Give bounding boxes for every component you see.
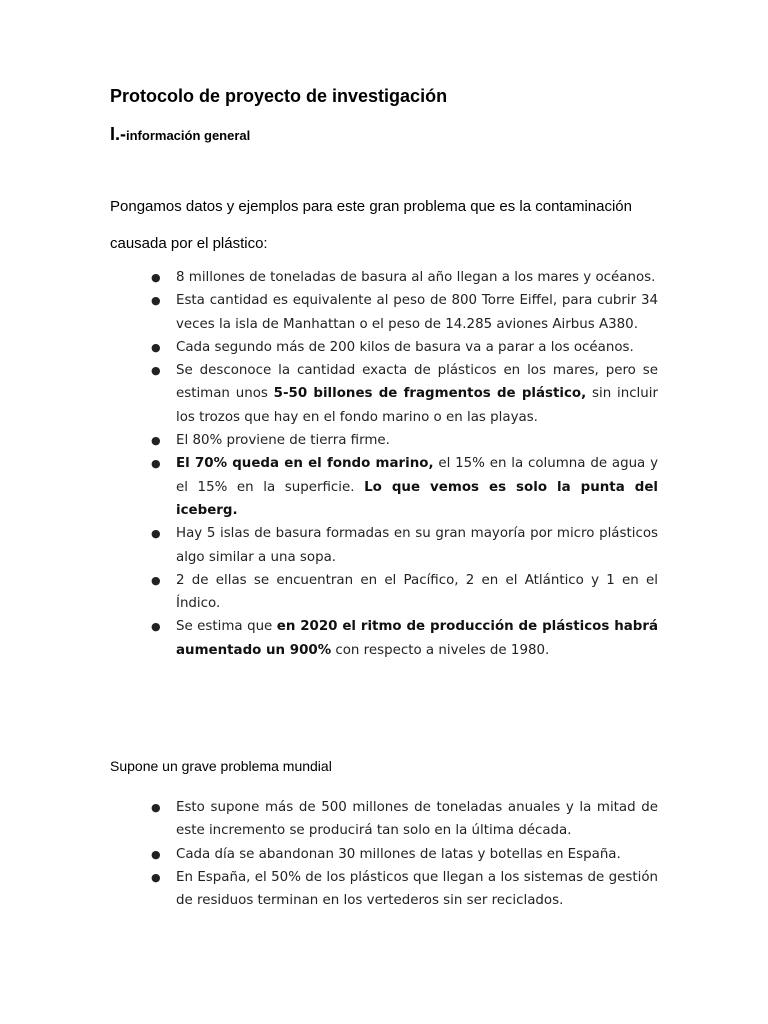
bullet-icon: ●	[151, 340, 161, 354]
list-item-text: Se estima que	[176, 619, 277, 635]
bullet-icon: ●	[151, 527, 161, 541]
list-item-text: Cada día se abandonan 30 millones de latas y botellas en España.	[176, 846, 621, 862]
list-item-bold-text: 5-50 billones de fragmentos de plástico,	[273, 386, 587, 402]
section-number: I.-	[110, 124, 126, 144]
bullet-icon: ●	[151, 364, 161, 378]
list-item	[110, 843, 658, 866]
list-item	[110, 522, 658, 569]
list-item-text: El 80% proviene de tierra firme.	[176, 433, 390, 449]
list-item-text: Esta cantidad es equivalente al peso de 800 Torre Eiffel, para cubrir 34 veces la isla de Manhattan o el peso de 14.285 aviones Airbus A380.	[176, 293, 658, 332]
list-item-bold-text: en 2020 el ritmo de producción de plásticos habrá aumentado un 900%	[176, 619, 658, 658]
list-item-text: Esto supone más de 500 millones de toneladas anuales y la mitad de este incremento se producirá tan solo en la última década.	[176, 800, 658, 839]
section-2-heading: Supone un grave problema mundial	[110, 758, 332, 774]
problem-list	[110, 796, 658, 912]
list-item-text: sin incluir los trozos que hay en el fondo marino o en las playas.	[176, 386, 658, 425]
list-item-bold-text: El 70% queda en el fondo marino,	[176, 456, 434, 472]
list-item	[110, 796, 658, 843]
intro-line-2: causada por el plástico:	[110, 235, 268, 252]
bullet-icon: ●	[151, 434, 161, 448]
list-item-text: Se desconoce la cantidad exacta de plásticos en los mares, pero se estiman unos	[176, 363, 658, 402]
document-title: Protocolo de proyecto de investigación	[110, 86, 448, 106]
list-item	[110, 266, 658, 289]
list-item	[110, 866, 658, 913]
list-item-text: Hay 5 islas de basura formadas en su gran mayoría por micro plásticos algo similar a una sopa.	[176, 526, 658, 565]
intro-line-1: Pongamos datos y ejemplos para este gran problema que es la contaminación	[110, 198, 632, 215]
list-item	[110, 615, 658, 662]
section-label: información general	[126, 128, 251, 143]
list-item-text: Cada segundo más de 200 kilos de basura va a parar a los océanos.	[176, 339, 634, 355]
list-item	[110, 452, 658, 522]
list-item-text: En España, el 50% de los plásticos que llegan a los sistemas de gestión de residuos terminan en los vertederos sin ser reciclados.	[176, 869, 658, 909]
bullet-icon: ●	[151, 457, 161, 471]
list-item-text: con respecto a niveles de 1980.	[331, 642, 550, 658]
bullet-icon: ●	[151, 870, 161, 884]
bullet-icon: ●	[151, 271, 161, 284]
bullet-icon: ●	[151, 801, 161, 814]
facts-list	[110, 266, 658, 662]
list-item-text: el 15% en la columna de agua y el 15% en la superficie.	[176, 456, 659, 495]
list-item-bold-text: Lo que vemos es solo la punta del iceberg.	[176, 479, 659, 518]
section-heading	[110, 124, 250, 145]
list-item	[110, 359, 658, 429]
list-item	[110, 429, 658, 452]
list-item-text: 8 millones de toneladas de basura al año llegan a los mares y océanos.	[176, 270, 656, 285]
list-item	[110, 289, 658, 336]
bullet-icon: ●	[151, 573, 161, 587]
list-item-text: 2 de ellas se encuentran en el Pacífico, 2 en el Atlántico y 1 en el Índico.	[176, 572, 658, 612]
list-item	[110, 569, 658, 616]
list-item	[110, 336, 658, 359]
bullet-icon: ●	[151, 620, 161, 634]
intro-paragraph	[110, 188, 670, 262]
bullet-icon: ●	[151, 294, 161, 308]
bullet-icon: ●	[151, 847, 161, 861]
